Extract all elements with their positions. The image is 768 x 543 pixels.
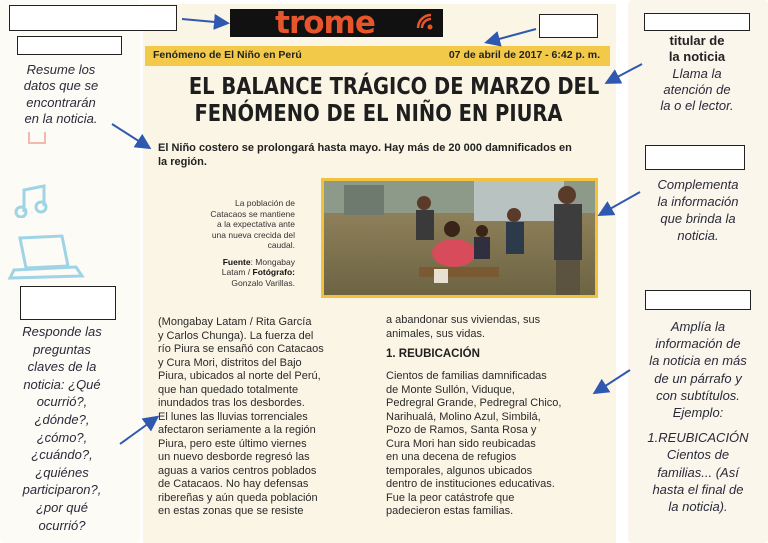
note-line: de un párrafo y [654,370,742,386]
note-line: preguntas [33,341,91,357]
note-body-questions [3,323,121,534]
body-line: un nuevo desborde regresó las [158,451,310,463]
note-line: Responde las [22,324,102,339]
note-line: Amplía la [670,319,726,334]
note-line: Cientos de [666,447,730,463]
body-line: Piura, ubicados al norte del Perú, [158,370,321,382]
note-line: información de [655,336,741,352]
note-line: la o el lector. [660,98,734,113]
answer-box-right-middle[interactable] [645,145,745,170]
answer-box-left-top[interactable] [17,36,122,55]
publication-date: 07 de abril de 2017 - 6:42 p. m. [448,49,600,61]
body-line: inundados tras los desbordes. [158,397,305,409]
answer-box-logo[interactable] [9,5,177,31]
note-photo [636,176,760,244]
caption-source-label: Fuente [222,256,251,267]
body-line: Pozo de Ramos, Santa Rosa y [386,424,537,436]
body-line: a abandonar sus viviendas, sus [386,314,541,326]
body-line: en estas zonas que se resiste [158,505,304,517]
answer-box-right-top[interactable] [644,13,750,31]
body-line: aguas a varios centros poblados [158,464,317,477]
body-line: Cientos de familias damnificadas [386,370,547,382]
music-note-icon [14,184,50,218]
note-line: ¿cuándo?, [31,447,93,463]
note-line: con subtítulos. [656,387,740,403]
note-line: Llama la [672,65,722,81]
news-photo [321,178,598,298]
body-line: y Carlos Chunga). La fuerza del [158,329,314,342]
note-line: hasta el final de [652,481,744,497]
caption-text: La población de Catacaos se mantiene a la expectativa ante una nueva crecida del caudal. [210,198,295,250]
body-line: dentro de instituciones educativas. [386,478,555,490]
logo-text: trome [275,5,375,41]
note-line: datos que se [23,78,99,94]
note-line: ¿por qué [35,499,89,515]
body-column-1 [158,316,380,519]
note-lead-summary [6,62,116,127]
headline-line-2: FENÓMENO DE EL NIÑO EN PIURA [194,99,563,127]
answer-box-date[interactable] [539,14,598,38]
note-line: atención de [663,81,731,97]
body-line: Pedregral Grande, Pedregral Chico, [386,397,562,409]
subheading: 1. REUBICACIÓN [386,348,480,360]
note-line: encontrarán [26,94,96,110]
body-line: Cura Mori han sido reubicadas [386,437,536,450]
headline [188,72,600,127]
note-line: Resume los [26,62,96,77]
body-line: que han quedado totalmente [158,383,299,396]
note-body-development [630,318,766,515]
note-line: ¿dónde?, [34,411,90,427]
body-line: animales, sus vidas. [386,327,486,340]
body-line: padecieron estas familias. [386,505,514,517]
note-line: la noticia). [668,499,728,515]
note-spacer [630,421,766,429]
flood-photo-illustration [324,181,595,295]
note-line: participaron?, [22,482,102,498]
body-line: río Piura se ensañó con Catacaos [158,343,324,355]
note-line: titular de [669,33,725,48]
signal-icon [415,12,435,32]
note-line: noticia. [677,228,719,243]
newspaper-logo [230,5,443,41]
body-line: temporales, algunos ubicados [386,464,533,477]
answer-box-left-bottom[interactable] [20,286,116,320]
lead-paragraph: El Niño costero se prolongará hasta mayo. Hay más de 20 000 damnificados en la región. [158,142,572,168]
laptop-icon [6,232,86,282]
body-line: Narihualá, Molino Azul, Simbilá, [386,410,541,423]
date-band [145,46,610,66]
note-line: ¿quiénes [35,464,89,480]
note-line: Ejemplo: [672,405,724,421]
note-headline [636,33,758,114]
note-line: la información [657,194,739,209]
caption-photo-label: Fotógrafo: [252,267,295,277]
body-line: Fue la peor catástrofe que [386,491,515,504]
section-label: Fenómeno de El Niño en Perú [153,49,302,61]
body-line: ribereñas y aún queda población [158,491,318,504]
note-line: la noticia en más [649,353,747,369]
body-line: de Monte Sullón, Viduque, [386,383,515,396]
note-line: familias... (Así [657,464,739,480]
note-line: Complementa [657,177,739,192]
body-line: afectaron seriamente a la región [158,424,316,436]
body-line: y Cura Mori, distritos del Bajo [158,356,302,369]
caption-photographer: Gonzalo Varillas. [231,277,295,288]
body-line: en una decena de refugios [386,451,517,463]
note-line: noticia: ¿Qué [23,376,101,392]
note-line: que brinda la [660,211,736,226]
body-column-2-top [386,314,608,341]
note-line: ocurrió?, [36,394,88,410]
note-line: claves de la [27,359,97,375]
note-line: en la noticia. [24,110,98,126]
photo-caption [205,198,295,288]
body-line: El lunes las lluvias torrenciales [158,410,308,423]
decorative-shape [28,132,46,144]
note-line: ocurrió? [38,517,86,533]
answer-box-right-bottom[interactable] [645,290,751,310]
body-line: (Mongabay Latam / Rita García [158,316,312,328]
body-column-2-bottom [386,370,611,519]
note-line: la noticia [668,49,726,65]
headline-line-1: EL BALANCE TRÁGICO DE MARZO DEL [188,72,600,100]
caption-source: : Mongabay Latam / [221,256,295,277]
body-line: Piura, pero este último viernes [158,437,307,450]
body-line: de Catacaos. No hay defensas [158,478,309,490]
note-line: 1.REUBICACIÓN [647,430,749,446]
note-line: ¿cómo?, [36,429,88,445]
